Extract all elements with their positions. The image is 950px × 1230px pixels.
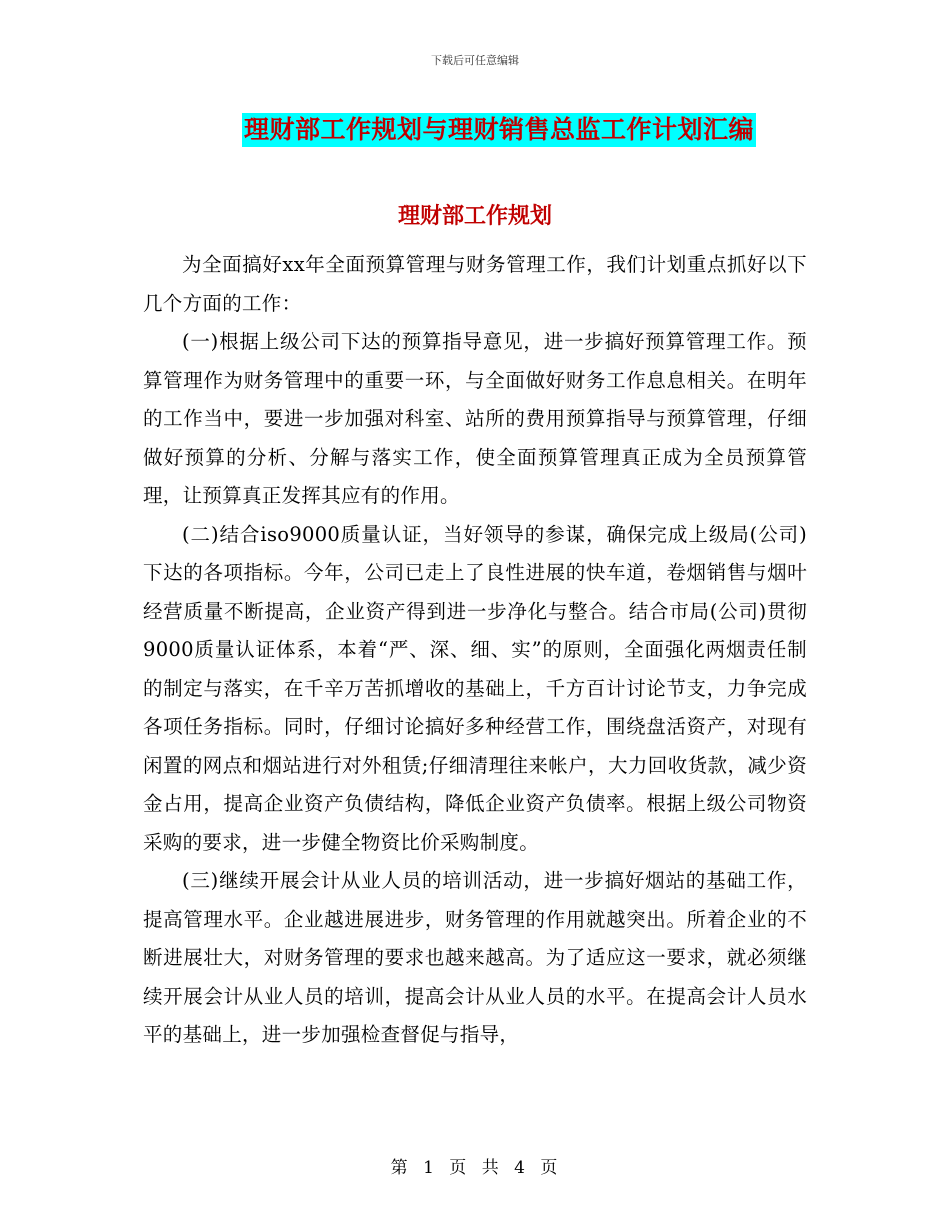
main-title: 理财部工作规划与理财销售总监工作计划汇编	[242, 113, 756, 147]
document-body	[143, 246, 807, 1055]
main-title-wrap	[0, 113, 950, 147]
paragraph-item-3: (三)继续开展会计从业人员的培训活动，进一步搞好烟站的基础工作，提高管理水平。企业越进展进步，财务管理的作用就越突出。所着企业的不断进展壮大，对财务管理的要求也越来越高。为了适应这一要求，就必须继续开展会计从业人员的培训，提高会计从业人员的水平。在提高会计人员水平的基础上，进一步加强检查督促与指导，	[143, 869, 807, 1046]
paragraph-item-2: (二)结合iso9000质量认证，当好领导的参谋，确保完成上级局(公司)下达的各项指标。今年，公司已走上了良性进展的快车道，卷烟销售与烟叶经营质量不断提高，企业资产得到进一步净化与整合。结合市局(公司)贯彻9000质量认证体系，本着“严、深、细、实”的原则，全面强化两烟责任制的制定与落实，在千辛万苦抓增收的基础上，千方百计讨论节支，力争完成各项任务指标。同时，仔细讨论搞好多种经营工作，围绕盘活资产，对现有闲置的网点和烟站进行对外租赁;仔细清理往来帐户，大力回收货款，减少资金占用，提高企业资产负债结构，降低企业资产负债率。根据上级公司物资采购的要求，进一步健全物资比价采购制度。	[143, 522, 807, 854]
page-footer: 第 1 页 共 4 页	[390, 1158, 560, 1178]
section-title: 理财部工作规划	[397, 204, 552, 229]
header-note: 下载后可任意编辑	[431, 54, 519, 67]
paragraph-item-1: (一)根据上级公司下达的预算指导意见，进一步搞好预算管理工作。预算管理作为财务管理中的重要一环，与全面做好财务工作息息相关。在明年的工作当中，要进一步加强对科室、站所的费用预算指导与预算管理，仔细做好预算的分析、分解与落实工作，使全面预算管理真正成为全员预算管理，让预算真正发挥其应有的作用。	[143, 330, 807, 507]
paragraph-intro: 为全面搞好xx年全面预算管理与财务管理工作，我们计划重点抓好以下几个方面的工作：	[143, 253, 807, 315]
